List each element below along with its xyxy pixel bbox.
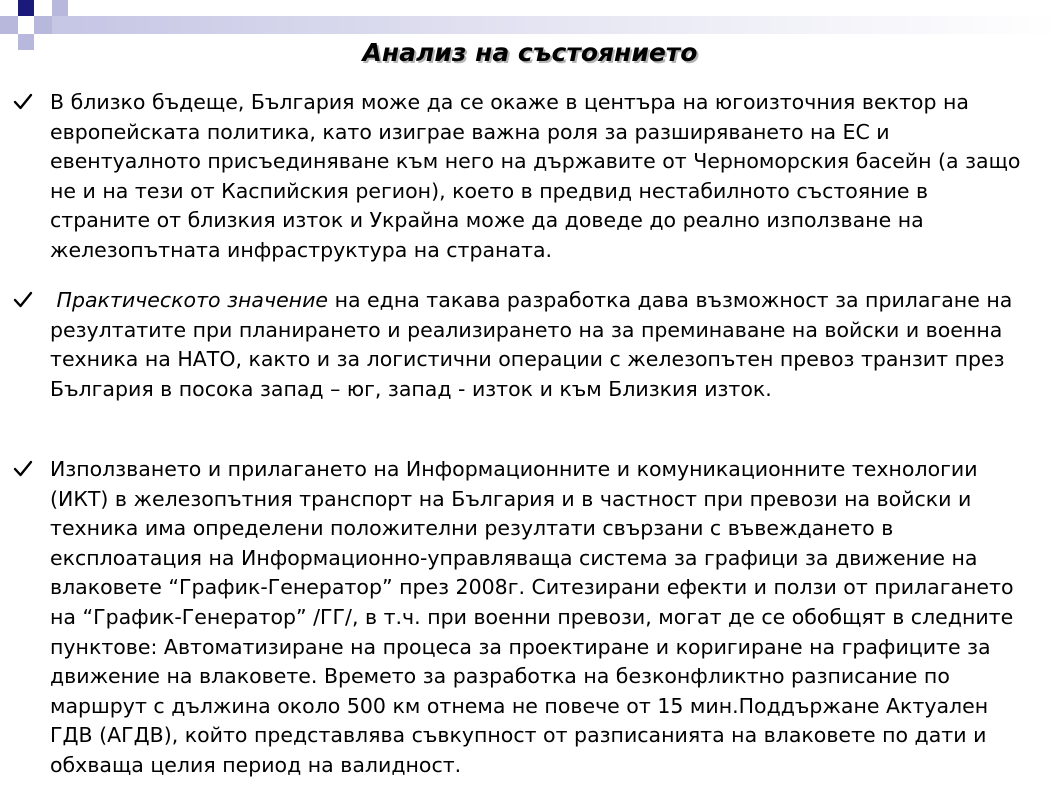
checkmark-icon [12,289,34,311]
checkmark-icon [12,91,34,113]
bullet-emphasis: Практическото значение [56,288,329,312]
decor-square-dark [18,0,34,16]
bullet-text [50,286,1030,404]
header-gradient-bar [34,16,1060,34]
bullet-text-rest: на една такава разработка дава възможност за прилагане на резултатите при планирането и реализирането на за преминаване на войски и военна техника на НАТО, както и за логистични операции с железопътен превоз транзит през България в посока запад – юг, запад - изток и към Близкия изток. [50,288,1013,401]
decor-square-light [52,0,68,16]
checkmark-icon [12,458,34,480]
decor-square-light [0,16,18,34]
bullet-text: Използването и прилагането на Информационните и комуникационните технологии (ИКТ) в железопътния транспорт на България и в частност при превози на войски и техника има определени положителни резултати свързани с въвеждането в експлоатация на Информационно-управляваща система за графици за движение на влаковете “График-Генератор” през 2008г. Ситезирани ефекти и ползи от прилагането на “График-Генератор” /ГГ/, в т.ч. при военни превози, могат де се обобщят в следните пунктове: Автоматизиране на процеса за проектиране и коригиране на графиците за движение на влаковете. Времето за разработка на безконфликтно разписание по маршрут с дължина около 500 км отнема не повече от 15 мин.Поддържане Актуален ГДВ (АГДВ), който представлява съвкупност от разписанията на влаковете по дати и обхваща целия период на валидност. [50,457,1014,777]
bullet-text: В близко бъдеще, България може да се окаже в центъра на югоизточния вектор на европейската политика, като изиграе важна роля за разширяването на ЕС и евентуалното присъединяване към него на държавите от Черноморския басейн (а защо не и на тези от Каспийския регион), което в предвид нестабилното състояние в страните от близкия изток и Украйна може да доведе до реално използване на железопътната инфраструктура на страната. [50,90,1021,262]
decor-square-light [34,16,52,34]
slide-title: Анализ на състоянието [362,38,698,67]
